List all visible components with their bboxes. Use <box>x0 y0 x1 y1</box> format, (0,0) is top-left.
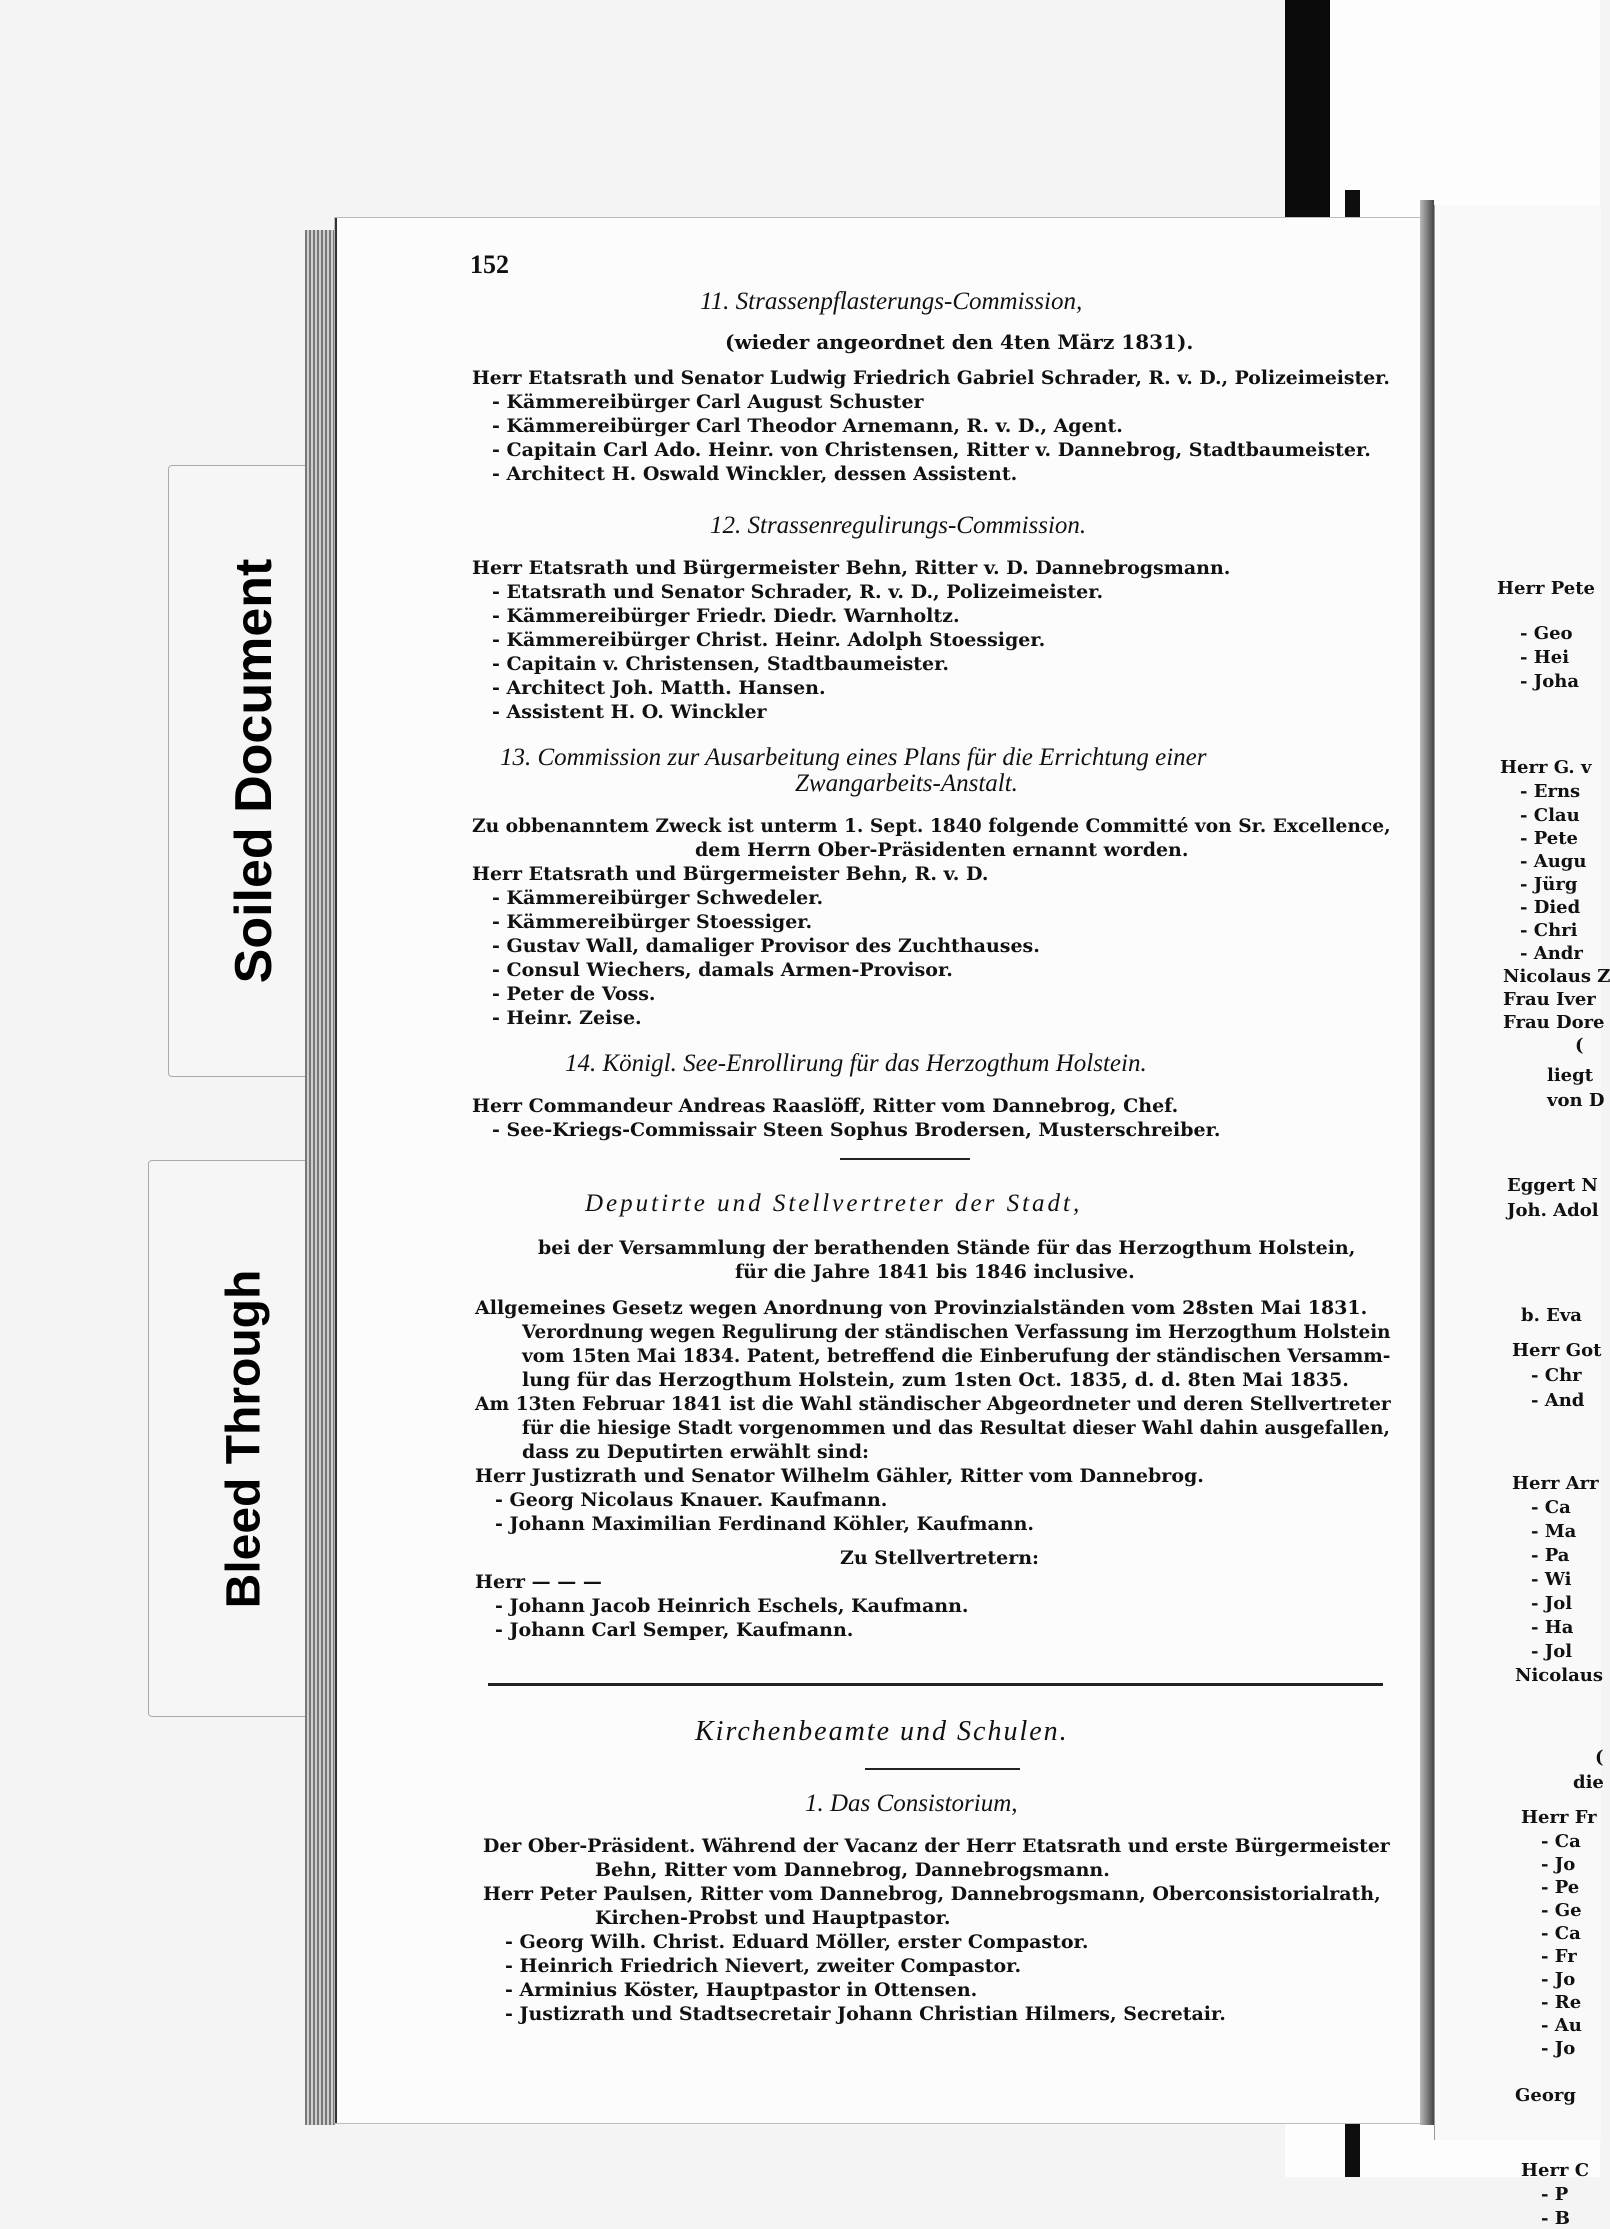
right-line: ( <box>1595 1747 1604 1768</box>
deputirte-para2: Am 13ten Februar 1841 ist die Wahl ständischer Abgeordneter und deren Stellvertreter <box>475 1393 1391 1415</box>
right-line: Eggert N <box>1507 1175 1598 1196</box>
page-number: 152 <box>470 250 509 279</box>
right-page <box>1434 205 1610 2229</box>
section-11-line: - Kämmereibürger Carl August Schuster <box>492 391 924 413</box>
section-11-subheading: (wieder angeordnet den 4ten März 1831). <box>725 330 1194 354</box>
right-line: - Jo <box>1541 2038 1576 2059</box>
right-line: - Died <box>1520 897 1581 918</box>
section-13-line: Herr Etatsrath und Bürgermeister Behn, R. v. D. <box>472 863 989 885</box>
stellvertreter-line: Herr — — — <box>475 1571 602 1593</box>
right-line: - Jürg <box>1520 874 1578 895</box>
kirchen-line: Der Ober-Präsident. Während der Vacanz der Herr Etatsrath und erste Bürgermeister <box>483 1835 1390 1857</box>
right-line: - Fr <box>1541 1946 1577 1967</box>
right-line: - Pa <box>1531 1545 1570 1566</box>
divider <box>865 1768 1020 1770</box>
right-line: Herr G. v <box>1500 757 1592 778</box>
right-line: - Clau <box>1520 805 1580 826</box>
section-13-line: - Heinr. Zeise. <box>492 1007 642 1029</box>
section-12-line: Herr Etatsrath und Bürgermeister Behn, Ritter v. D. Dannebrogsmann. <box>472 557 1231 579</box>
right-line: - Jol <box>1531 1593 1573 1614</box>
right-line: Herr Pete <box>1497 578 1595 599</box>
right-line: - And <box>1531 1390 1585 1411</box>
section-13-line: - Consul Wiechers, damals Armen-Provisor. <box>492 959 953 981</box>
right-line: - Au <box>1541 2015 1582 2036</box>
tab-bleed-label: Bleed Through <box>217 1269 271 1608</box>
section-13-heading-cont: Zwangarbeits-Anstalt. <box>795 770 1018 797</box>
deputirte-para1: lung für das Herzogthum Holstein, zum 1sten Oct. 1835, d. d. 8ten Mai 1835. <box>522 1369 1349 1391</box>
section-11-line: - Capitain Carl Ado. Heinr. von Christensen, Ritter v. Dannebrog, Stadtbaumeister. <box>492 439 1371 461</box>
deputirte-member: - Johann Maximilian Ferdinand Köhler, Kaufmann. <box>495 1513 1035 1535</box>
section-11-heading: 11. Strassenpflasterungs-Commission, <box>700 288 1083 315</box>
section-12-line: - Etatsrath und Senator Schrader, R. v. D., Polizeimeister. <box>492 581 1104 603</box>
deputirte-member: - Georg Nicolaus Knauer. Kaufmann. <box>495 1489 888 1511</box>
right-line: - Wi <box>1531 1569 1572 1590</box>
kirchen-line: - Justizrath und Stadtsecretair Johann Christian Hilmers, Secretair. <box>505 2003 1226 2025</box>
right-line: - Jo <box>1541 1854 1576 1875</box>
section-13-intro: Zu obbenanntem Zweck ist unterm 1. Sept. 1840 folgende Committé von Sr. Excellence, <box>472 815 1391 837</box>
right-line: - Ca <box>1531 1497 1571 1518</box>
stellvertreter-heading: Zu Stellvertretern: <box>840 1547 1040 1569</box>
right-line: - Andr <box>1520 943 1583 964</box>
kirchen-line: Herr Peter Paulsen, Ritter vom Dannebrog, Dannebrogsmann, Oberconsistorialrath, <box>483 1883 1381 1905</box>
section-12-line: - Kämmereibürger Friedr. Diedr. Warnholtz. <box>492 605 960 627</box>
kirchen-line: Kirchen-Probst und Hauptpastor. <box>595 1907 951 1929</box>
right-line: - Jol <box>1531 1641 1573 1662</box>
right-line: - B <box>1541 2208 1570 2229</box>
deputirte-member: Herr Justizrath und Senator Wilhelm Gähler, Ritter vom Dannebrog. <box>475 1465 1204 1487</box>
right-line: - Chr <box>1531 1365 1582 1386</box>
right-line: - P <box>1541 2184 1569 2205</box>
right-line: - Chri <box>1520 920 1578 941</box>
right-line: Herr C <box>1521 2160 1590 2181</box>
right-line: - Jo <box>1541 1969 1576 1990</box>
section-14-line: - See-Kriegs-Commissair Steen Sophus Brodersen, Musterschreiber. <box>492 1119 1221 1141</box>
right-line: - Re <box>1541 1992 1582 2013</box>
section-13-line: - Kämmereibürger Schwedeler. <box>492 887 824 909</box>
black-bar <box>1285 0 1330 230</box>
section-11-line: - Kämmereibürger Carl Theodor Arnemann, R. v. D., Agent. <box>492 415 1123 437</box>
kirchen-heading: Kirchenbeamte und Schulen. <box>695 1716 1069 1747</box>
right-line: - Ha <box>1531 1617 1574 1638</box>
right-line: Herr Got <box>1512 1340 1602 1361</box>
deputirte-heading: Deputirte und Stellvertreter der Stadt, <box>585 1190 1083 1217</box>
section-13-line: - Kämmereibürger Stoessiger. <box>492 911 813 933</box>
right-line: Herr Arr <box>1512 1473 1599 1494</box>
right-line: Herr Fr <box>1521 1807 1597 1828</box>
kirchen-line: - Arminius Köster, Hauptpastor in Ottensen. <box>505 1979 978 2001</box>
section-divider <box>488 1683 1383 1686</box>
section-11-line: Herr Etatsrath und Senator Ludwig Friedrich Gabriel Schrader, R. v. D., Polizeimeister. <box>472 367 1390 389</box>
right-line: - Pete <box>1520 828 1579 849</box>
section-14-heading: 14. Königl. See-Enrollirung für das Herzogthum Holstein. <box>565 1050 1147 1077</box>
section-13-intro: dem Herrn Ober-Präsidenten ernannt worden. <box>695 839 1189 861</box>
right-line: Frau Dore <box>1503 1012 1605 1033</box>
deputirte-para2: für die hiesige Stadt vorgenommen und das Resultat dieser Wahl dahin ausgefallen, <box>522 1417 1390 1439</box>
deputirte-subheading: bei der Versammlung der berathenden Stände für das Herzogthum Holstein, <box>538 1237 1356 1259</box>
deputirte-para2: dass zu Deputirten erwählt sind: <box>522 1441 870 1463</box>
deputirte-para1: Verordnung wegen Regulirung der ständischen Verfassung im Herzogthum Holstein <box>522 1321 1391 1343</box>
divider <box>840 1158 970 1160</box>
section-12-line: - Kämmereibürger Christ. Heinr. Adolph Stoessiger. <box>492 629 1046 651</box>
section-12-line: - Assistent H. O. Winckler <box>492 701 767 723</box>
right-line: liegt <box>1547 1065 1594 1086</box>
kirchen-line: Behn, Ritter vom Dannebrog, Dannebrogsmann. <box>595 1859 1110 1881</box>
right-line: Frau Iver <box>1503 989 1596 1010</box>
right-line: - Hei <box>1520 647 1570 668</box>
section-12-heading: 12. Strassenregulirungs-Commission. <box>710 512 1087 539</box>
deputirte-para1: vom 15ten Mai 1834. Patent, betreffend die Einberufung der ständischen Versamm- <box>522 1345 1391 1367</box>
kirchen-subheading: 1. Das Consistorium, <box>805 1790 1018 1817</box>
book-gutter <box>1420 200 1434 2125</box>
right-line: die <box>1573 1772 1604 1793</box>
stellvertreter-line: - Johann Jacob Heinrich Eschels, Kaufmann. <box>495 1595 969 1617</box>
right-line: - Ma <box>1531 1521 1577 1542</box>
right-line: b. Eva <box>1521 1305 1582 1326</box>
right-line: - Joha <box>1520 671 1580 692</box>
section-13-heading: 13. Commission zur Ausarbeitung eines Plans für die Errichtung einer <box>500 744 1207 771</box>
section-13-line: - Gustav Wall, damaliger Provisor des Zuchthauses. <box>492 935 1040 957</box>
right-line: Nicolaus <box>1515 1665 1603 1686</box>
right-line: ( <box>1575 1035 1584 1056</box>
right-line: - Ca <box>1541 1831 1581 1852</box>
right-line: - Erns <box>1520 781 1581 802</box>
right-line: - Augu <box>1520 851 1587 872</box>
right-line: - Pe <box>1541 1877 1580 1898</box>
right-line: Georg <box>1515 2085 1576 2106</box>
right-line: - Geo <box>1520 623 1573 644</box>
section-11-line: - Architect H. Oswald Winckler, dessen Assistent. <box>492 463 1018 485</box>
stellvertreter-line: - Johann Carl Semper, Kaufmann. <box>495 1619 854 1641</box>
book-edge <box>305 230 335 2125</box>
tab-soiled-label: Soiled Document <box>225 558 283 984</box>
deputirte-subheading: für die Jahre 1841 bis 1846 inclusive. <box>735 1261 1135 1283</box>
section-12-line: - Architect Joh. Matth. Hansen. <box>492 677 826 699</box>
kirchen-line: - Georg Wilh. Christ. Eduard Möller, erster Compastor. <box>505 1931 1089 1953</box>
deputirte-para1: Allgemeines Gesetz wegen Anordnung von Provinzialständen vom 28sten Mai 1831. <box>475 1297 1368 1319</box>
section-12-line: - Capitain v. Christensen, Stadtbaumeister. <box>492 653 950 675</box>
section-14-line: Herr Commandeur Andreas Raaslöff, Ritter vom Dannebrog, Chef. <box>472 1095 1179 1117</box>
right-line: - Ge <box>1541 1900 1582 1921</box>
right-line: Nicolaus Z <box>1503 966 1610 987</box>
section-13-line: - Peter de Voss. <box>492 983 656 1005</box>
right-line: Joh. Adol <box>1507 1200 1599 1221</box>
kirchen-line: - Heinrich Friedrich Nievert, zweiter Compastor. <box>505 1955 1022 1977</box>
right-line: von D <box>1547 1090 1605 1111</box>
right-line: - Ca <box>1541 1923 1581 1944</box>
